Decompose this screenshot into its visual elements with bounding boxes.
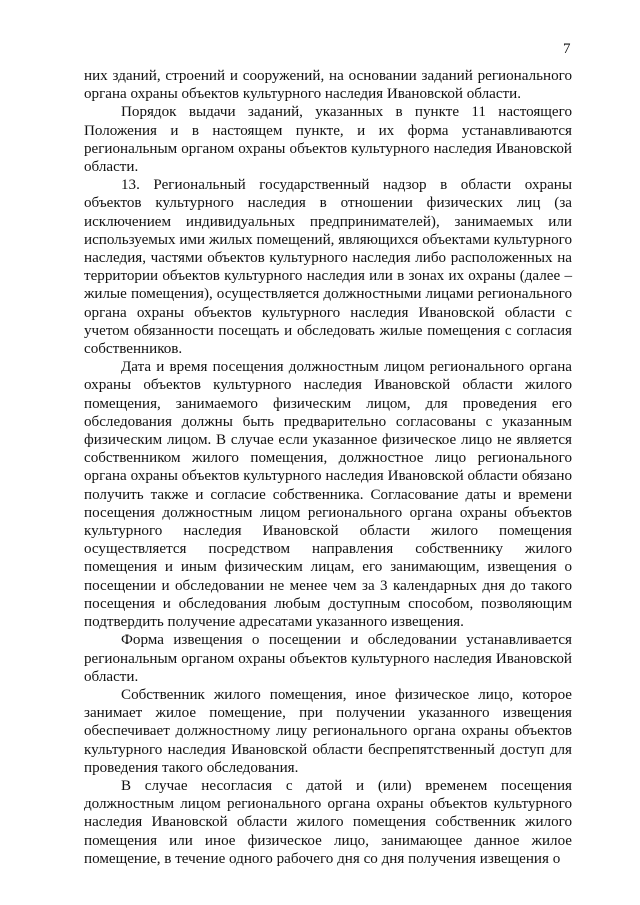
paragraph: Форма извещения о посещении и обследовании устанавливается региональным органом охраны объектов культурного наследия Ивановской области. <box>84 632 572 685</box>
document-body <box>84 67 572 868</box>
paragraph: В случае несогласия с датой и (или) временем посещения должностным лицом регионального органа охраны объектов культурного наследия Ивановской области жилого помещения собственник жилого помещения или иное физическое лицо, занимающее данное жилое помещение, в течение одного рабочего дня со дня получения извещения о <box>84 777 572 867</box>
paragraph: 13. Региональный государственный надзор в области охраны объектов культурного наследия в отношении физических лиц (за исключением индивидуальных предпринимателей), занимаемых или используемых ими жилых помещений, являющихся объектами культурного наследия, частями объектов культурного наследия либо расположенных на территории объектов культурного наследия или в зонах их охраны (далее – жилые помещения), осуществляется должностными лицами регионального органа охраны объектов культурного наследия Ивановской области с учетом обязанности посещать и обследовать жилые помещения с согласия собственников. <box>84 177 572 358</box>
page-number: 7 <box>563 41 571 57</box>
paragraph: Собственник жилого помещения, иное физическое лицо, которое занимает жилое помещение, при получении указанного извещения обеспечивает должностному лицу регионального органа охраны объектов культурного наследия Ивановской области беспрепятственный доступ для проведения такого обследования. <box>84 686 572 776</box>
paragraph: Дата и время посещения должностным лицом регионального органа охраны объектов культурного наследия Ивановской области жилого помещения, занимаемого физическим лицом, для проведения его обследования должны быть предварительно согласованы с указанным физическим лицом. В случае если указанное физическое лицо не является собственником жилого помещения, должностное лицо регионального органа охраны объектов культурного наследия Ивановской области обязано получить также и согласие собственника. Согласование даты и времени посещения должностным лицом регионального органа охраны объектов культурного наследия Ивановской области жилого помещения осуществляется посредством направления собственнику жилого помещения и иным физическим лицам, его занимающим, извещения о посещении и обследовании не менее чем за 3 календарных дня до такого посещения и обследования любым доступным способом, позволяющим подтвердить получение адресатами указанного извещения. <box>84 359 572 631</box>
paragraph: Порядок выдачи заданий, указанных в пункте 11 настоящего Положения и в настоящем пункте, и их форма устанавливаются региональным органом охраны объектов культурного наследия Ивановской области. <box>84 104 572 176</box>
paragraph: них зданий, строений и сооружений, на основании заданий регионального органа охраны объектов культурного наследия Ивановской области. <box>84 68 572 103</box>
